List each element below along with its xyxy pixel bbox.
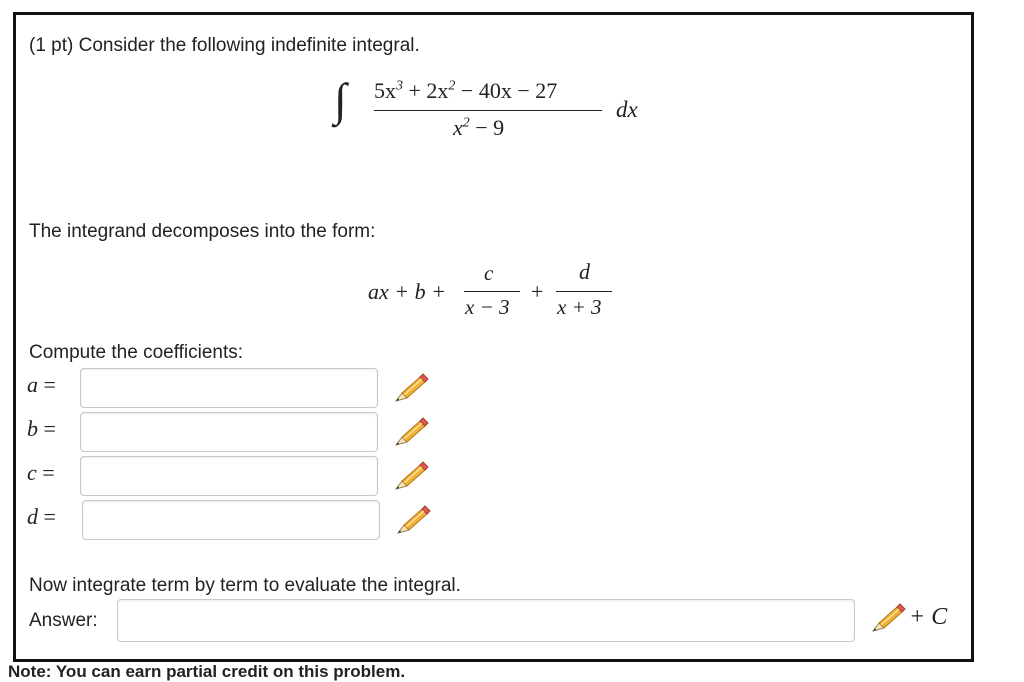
decompose-text: The integrand decomposes into the form: [29,221,376,242]
coeff-a-label: a = [27,372,56,397]
integral-differential: dx [616,97,638,122]
constant-c: + C [909,604,948,630]
pencil-icon[interactable] [390,373,430,407]
integral-sign: ∫ [334,74,347,125]
form-frac1-den: x − 3 [465,295,510,319]
integral-fraction-bar [374,110,602,111]
answer-input[interactable] [117,599,855,642]
form-lead: ax + b + [368,279,446,304]
answer-label: Answer: [29,610,98,631]
form-plus: + [531,279,544,304]
coeff-c-input[interactable] [80,456,378,496]
integrate-text: Now integrate term by term to evaluate the integral. [29,575,461,596]
pencil-icon[interactable] [867,603,907,637]
coeff-b-input[interactable] [80,412,378,452]
integral-denominator: $x^2 - 9$ [453,115,505,140]
form-frac2-num: d [579,259,590,284]
problem-frame [13,12,974,662]
integral-numerator: $5x^3 + 2x^2 - 40x - 27$ [374,78,558,103]
coeff-heading: Compute the coefficients: [29,342,244,363]
footer-note-partial: Note: You can earn partial credit on this problem. [8,662,406,681]
form-frac1-bar [464,291,520,292]
pencil-icon[interactable] [390,461,430,495]
form-frac1-num: c [484,261,494,285]
coeff-d-input[interactable] [82,500,380,540]
coeff-d-label: d = [27,504,56,529]
form-frac2-den: x + 3 [557,295,602,319]
pencil-icon[interactable] [392,505,432,539]
pencil-icon[interactable] [390,417,430,451]
form-frac2-bar [556,291,612,292]
coeff-c-label: c = [27,460,55,485]
intro-text: (1 pt) Consider the following indefinite integral. [29,35,420,56]
coeff-a-input[interactable] [80,368,378,408]
coeff-b-label: b = [27,416,56,441]
